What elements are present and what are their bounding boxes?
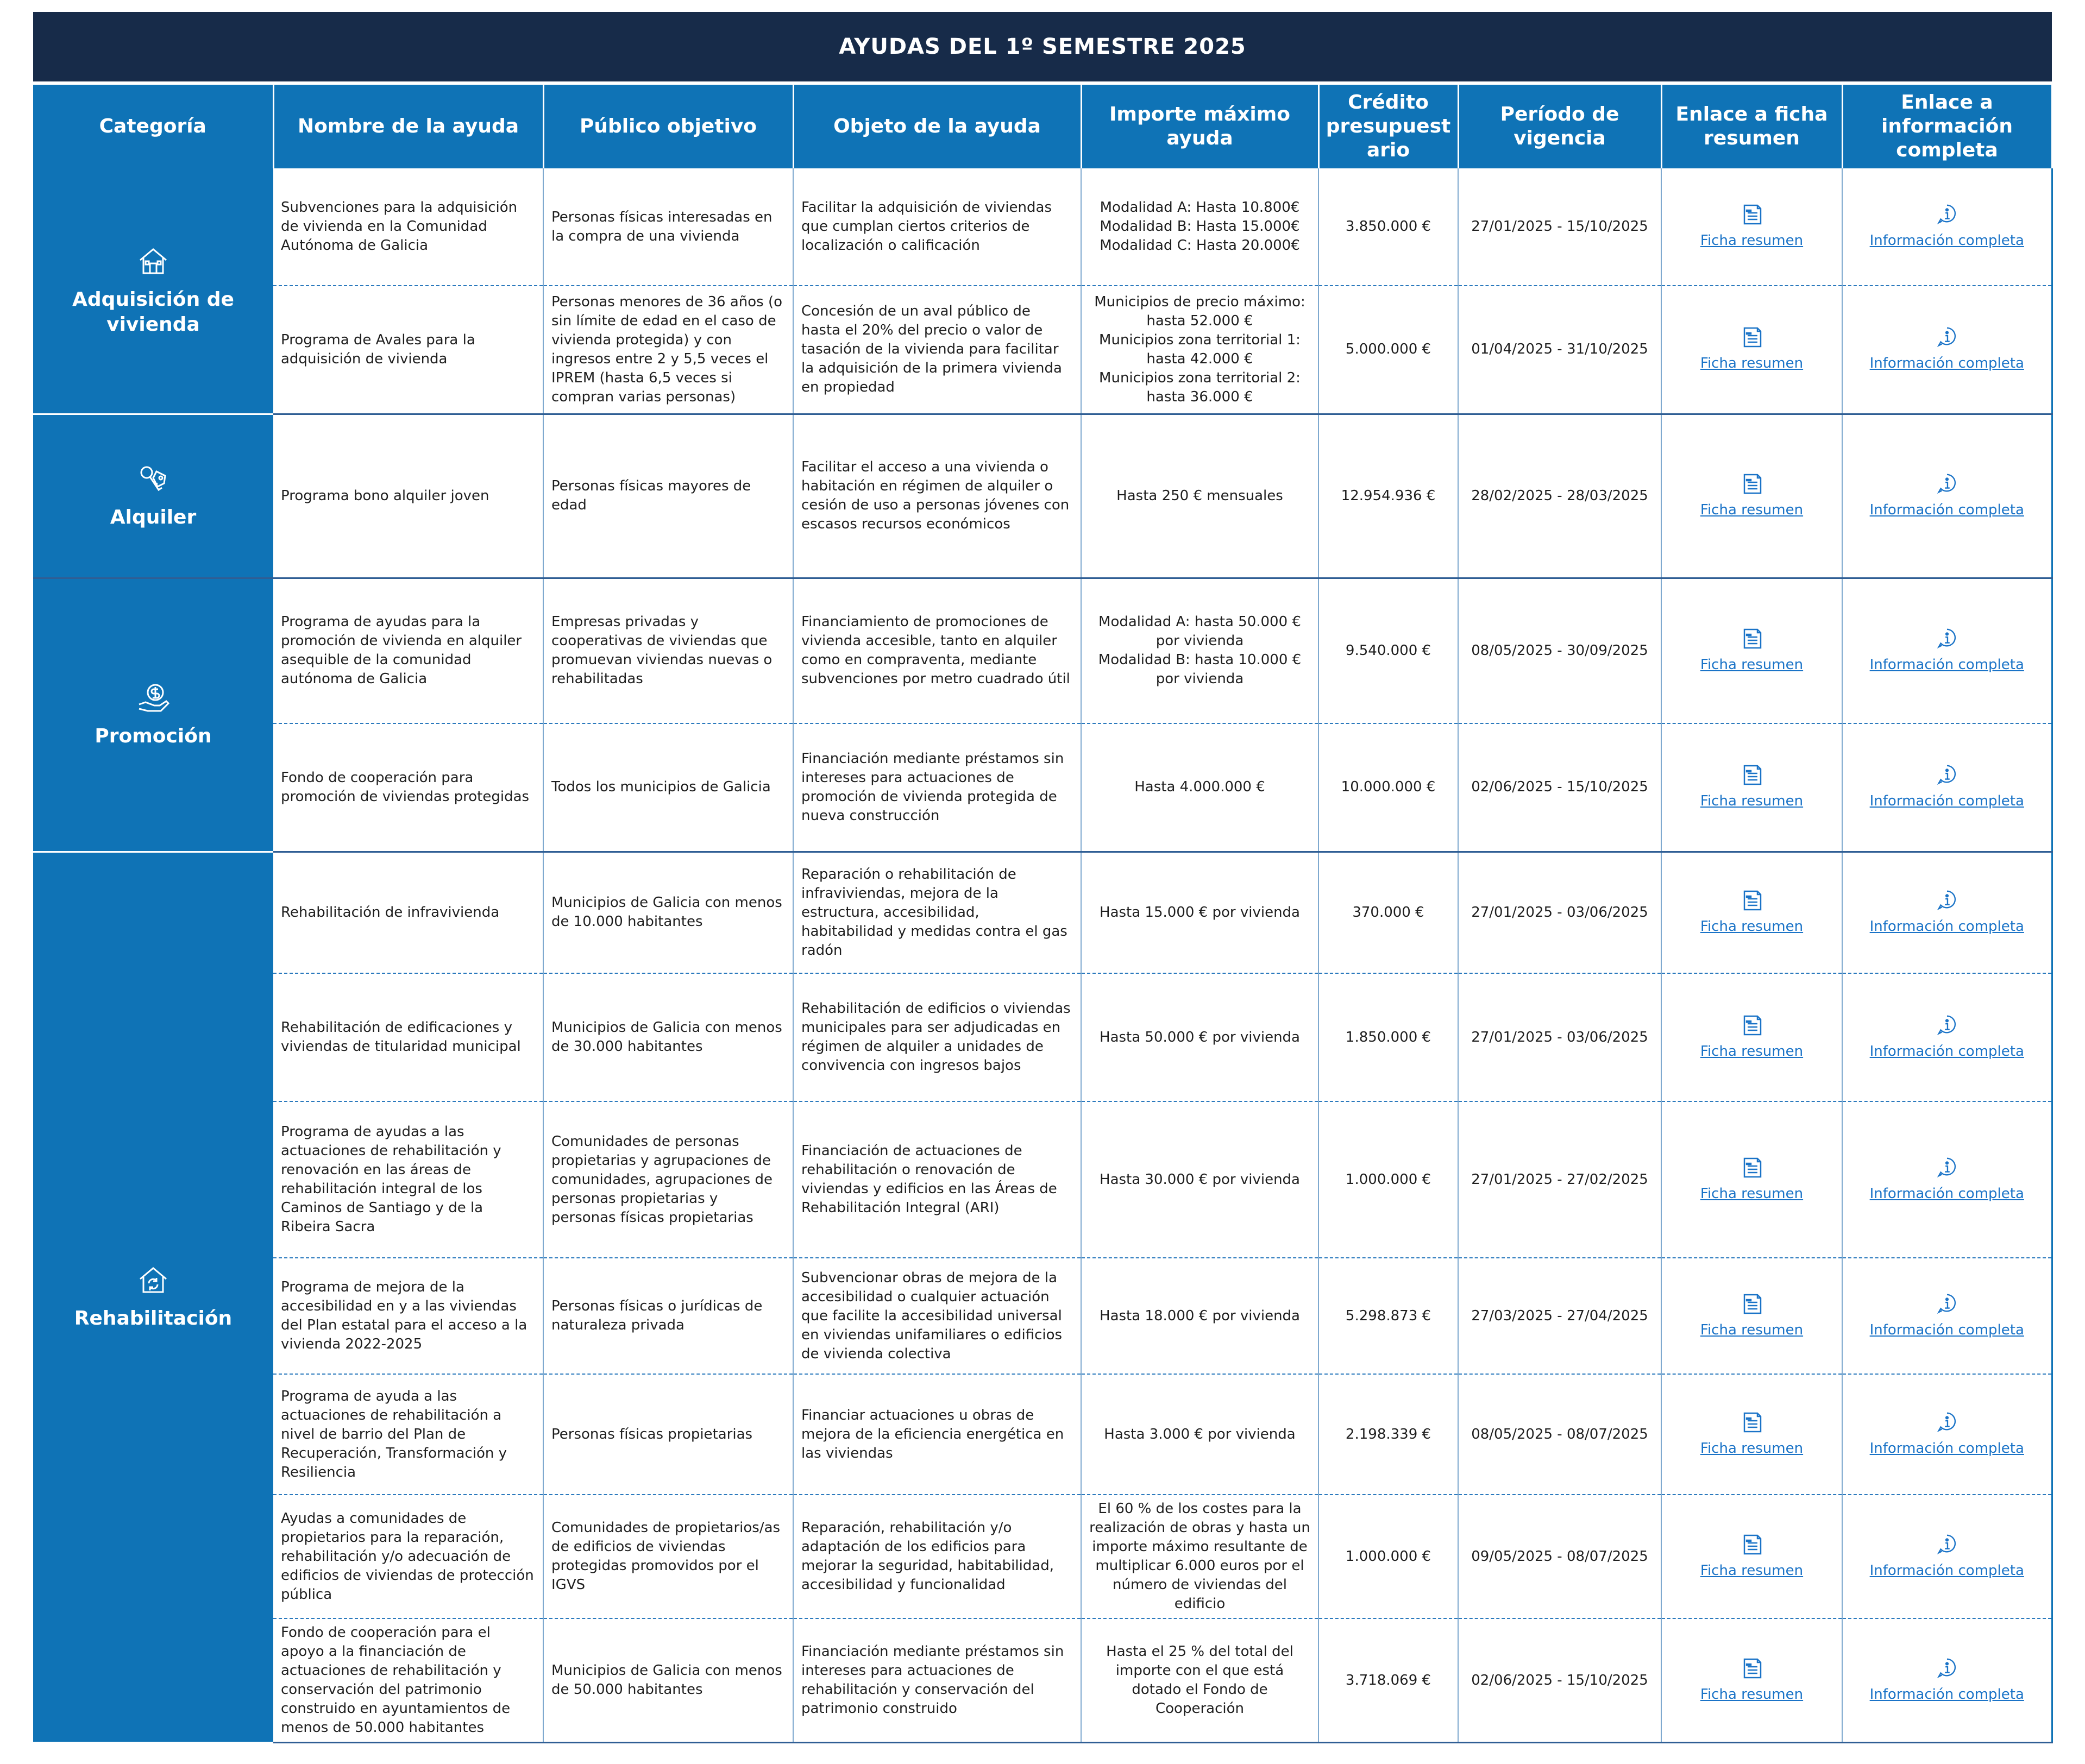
info-link[interactable]: Información completa: [1869, 1686, 2024, 1703]
ficha-link-cell: [1661, 1258, 1842, 1374]
aid-name: Programa bono alquiler joven: [273, 414, 543, 578]
target-audience: Personas físicas mayores de edad: [543, 414, 793, 578]
max-amount: Hasta 250 € mensuales: [1081, 414, 1318, 578]
ficha-link-cell: [1661, 1495, 1842, 1618]
info-link-cell: [1842, 973, 2052, 1101]
budget-credit: 2.198.339 €: [1318, 1374, 1458, 1495]
category-cell: [33, 852, 273, 1743]
ficha-link[interactable]: Ficha resumen: [1700, 232, 1804, 249]
info-link[interactable]: Información completa: [1869, 1043, 2024, 1060]
header-nombre: Nombre de la ayuda: [273, 85, 543, 168]
table-row: [33, 286, 2052, 414]
validity-period: 02/06/2025 - 15/10/2025: [1458, 1618, 1661, 1743]
budget-credit: 9.540.000 €: [1318, 578, 1458, 723]
target-audience: Todos los municipios de Galicia: [543, 723, 793, 852]
header-credito: Crédito presupuest ario: [1318, 85, 1458, 168]
aid-purpose: Subvencionar obras de mejora de la accesibilidad o cualquier actuación que facilite la accesibilidad universal en viviendas unifamiliares o edificios de vivienda colectiva: [793, 1258, 1081, 1374]
document-icon[interactable]: [1741, 472, 1763, 495]
target-audience: Municipios de Galicia con menos de 10.000 habitantes: [543, 852, 793, 973]
category-label: Alquiler: [110, 506, 197, 528]
table-row: [33, 1374, 2052, 1495]
aid-name: Rehabilitación de infravivienda: [273, 852, 543, 973]
budget-credit: 5.298.873 €: [1318, 1258, 1458, 1374]
info-icon[interactable]: [1936, 1533, 1958, 1556]
target-audience: Comunidades de propietarios/as de edificios de viviendas protegidas promovidos por el IGVS: [543, 1495, 793, 1618]
table-row: [33, 168, 2052, 286]
document-icon[interactable]: [1741, 1293, 1763, 1315]
header-ficha: Enlace a ficha resumen: [1661, 85, 1842, 168]
ficha-link[interactable]: Ficha resumen: [1700, 1440, 1804, 1457]
budget-credit: 3.718.069 €: [1318, 1618, 1458, 1743]
category-label: Adquisición de vivienda: [72, 288, 234, 336]
target-audience: Municipios de Galicia con menos de 30.000 habitantes: [543, 973, 793, 1101]
aid-name: Programa de ayudas a las actuaciones de rehabilitación y renovación en las áreas de rehabilitación integral de los Caminos de Santiago y de la Ribeira Sacra: [273, 1101, 543, 1258]
ficha-link[interactable]: Ficha resumen: [1700, 793, 1804, 810]
budget-credit: 5.000.000 €: [1318, 286, 1458, 414]
aid-name: Ayudas a comunidades de propietarios para la reparación, rehabilitación y/o adecuación de edificios de viviendas de protección pública: [273, 1495, 543, 1618]
document-icon[interactable]: [1741, 889, 1763, 912]
table-row: [33, 1495, 2052, 1618]
table-row: [33, 1101, 2052, 1258]
info-link[interactable]: Información completa: [1869, 355, 2024, 372]
budget-credit: 1.000.000 €: [1318, 1101, 1458, 1258]
validity-period: 09/05/2025 - 08/07/2025: [1458, 1495, 1661, 1618]
validity-period: 28/02/2025 - 28/03/2025: [1458, 414, 1661, 578]
info-link[interactable]: Información completa: [1869, 1185, 2024, 1202]
aid-table-container: [33, 12, 2052, 1743]
budget-credit: 3.850.000 €: [1318, 168, 1458, 286]
max-amount: Modalidad A: Hasta 10.800€ Modalidad B: Hasta 15.000€ Modalidad C: Hasta 20.000€: [1081, 168, 1318, 286]
info-link[interactable]: Información completa: [1869, 918, 2024, 935]
ficha-link[interactable]: Ficha resumen: [1700, 1321, 1804, 1338]
info-link-cell: [1842, 723, 2052, 852]
max-amount: Hasta 4.000.000 €: [1081, 723, 1318, 852]
info-link[interactable]: Información completa: [1869, 232, 2024, 249]
ficha-link-cell: [1661, 168, 1842, 286]
category-cell: [33, 578, 273, 852]
ficha-link[interactable]: Ficha resumen: [1700, 355, 1804, 372]
aid-purpose: Concesión de un aval público de hasta el 20% del precio o valor de tasación de la vivienda para facilitar la adquisición de la primera vivienda en propiedad: [793, 286, 1081, 414]
max-amount: Hasta 15.000 € por vivienda: [1081, 852, 1318, 973]
validity-period: 27/01/2025 - 03/06/2025: [1458, 852, 1661, 973]
house-icon: [136, 244, 171, 279]
info-icon[interactable]: [1936, 764, 1958, 786]
info-icon[interactable]: [1936, 1657, 1958, 1680]
header-row: [33, 85, 2052, 168]
info-link-cell: [1842, 1495, 2052, 1618]
ficha-link-cell: [1661, 1374, 1842, 1495]
ficha-link-cell: [1661, 578, 1842, 723]
info-link[interactable]: Información completa: [1869, 793, 2024, 810]
document-icon[interactable]: [1741, 326, 1763, 349]
category-label: Rehabilitación: [74, 1307, 233, 1330]
target-audience: Personas físicas o jurídicas de naturaleza privada: [543, 1258, 793, 1374]
aid-purpose: Financiación de actuaciones de rehabilitación o renovación de viviendas y edificios en las Áreas de Rehabilitación Integral (ARI): [793, 1101, 1081, 1258]
aid-purpose: Financiar actuaciones u obras de mejora de la eficiencia energética en las viviendas: [793, 1374, 1081, 1495]
header-objeto: Objeto de la ayuda: [793, 85, 1081, 168]
info-link[interactable]: Información completa: [1869, 656, 2024, 673]
validity-period: 27/03/2025 - 27/04/2025: [1458, 1258, 1661, 1374]
validity-period: 01/04/2025 - 31/10/2025: [1458, 286, 1661, 414]
target-audience: Personas menores de 36 años (o sin límite de edad en el caso de vivienda protegida) y con ingresos entre 2 y 5,5 veces el IPREM (hasta 6,5 veces si compran varias personas): [543, 286, 793, 414]
info-icon[interactable]: [1936, 889, 1958, 912]
header-categoria: Categoría: [33, 85, 273, 168]
info-link-cell: [1842, 578, 2052, 723]
ficha-link-cell: [1661, 973, 1842, 1101]
aid-name: Programa de mejora de la accesibilidad en y a las viviendas del Plan estatal para el acceso a la vivienda 2022-2025: [273, 1258, 543, 1374]
aid-purpose: Financiación mediante préstamos sin intereses para actuaciones de rehabilitación y conservación del patrimonio construido: [793, 1618, 1081, 1743]
ficha-link-cell: [1661, 414, 1842, 578]
table-row: [33, 723, 2052, 852]
table-row: [33, 414, 2052, 578]
target-audience: Municipios de Galicia con menos de 50.000 habitantes: [543, 1618, 793, 1743]
ficha-link[interactable]: Ficha resumen: [1700, 1043, 1804, 1060]
ficha-link-cell: [1661, 1101, 1842, 1258]
info-link-cell: [1842, 168, 2052, 286]
max-amount: Hasta 30.000 € por vivienda: [1081, 1101, 1318, 1258]
budget-credit: 1.000.000 €: [1318, 1495, 1458, 1618]
ficha-link-cell: [1661, 723, 1842, 852]
ficha-link[interactable]: Ficha resumen: [1700, 1185, 1804, 1202]
table-row: [33, 852, 2052, 973]
money-hand-icon: [136, 681, 171, 715]
aid-name: Programa de ayudas para la promoción de vivienda en alquiler asequible de la comunidad autónoma de Galicia: [273, 578, 543, 723]
document-icon[interactable]: [1741, 1533, 1763, 1556]
target-audience: Comunidades de personas propietarias y agrupaciones de comunidades, agrupaciones de personas propietarias y personas físicas propietarias: [543, 1101, 793, 1258]
table-body: [33, 168, 2052, 1743]
info-link-cell: [1842, 286, 2052, 414]
info-icon[interactable]: [1936, 203, 1958, 226]
info-icon[interactable]: [1936, 326, 1958, 349]
info-link-cell: [1842, 1618, 2052, 1743]
max-amount: Modalidad A: hasta 50.000 € por vivienda Modalidad B: hasta 10.000 € por vivienda: [1081, 578, 1318, 723]
budget-credit: 12.954.936 €: [1318, 414, 1458, 578]
validity-period: 08/05/2025 - 08/07/2025: [1458, 1374, 1661, 1495]
ficha-link[interactable]: Ficha resumen: [1700, 656, 1804, 673]
ficha-link-cell: [1661, 1618, 1842, 1743]
ficha-link-cell: [1661, 852, 1842, 973]
target-audience: Personas físicas interesadas en la compra de una vivienda: [543, 168, 793, 286]
document-icon[interactable]: [1741, 203, 1763, 226]
info-link[interactable]: Información completa: [1869, 1562, 2024, 1579]
ficha-link[interactable]: Ficha resumen: [1700, 1562, 1804, 1579]
aid-name: Subvenciones para la adquisición de vivienda en la Comunidad Autónoma de Galicia: [273, 168, 543, 286]
aid-purpose: Facilitar el acceso a una vivienda o habitación en régimen de alquiler o cesión de uso a personas jóvenes con escasos recursos económicos: [793, 414, 1081, 578]
info-link-cell: [1842, 1258, 2052, 1374]
info-link-cell: [1842, 1101, 2052, 1258]
ficha-link[interactable]: Ficha resumen: [1700, 501, 1804, 518]
category-label: Promoción: [95, 725, 212, 747]
ficha-link-cell: [1661, 286, 1842, 414]
info-icon[interactable]: [1936, 1293, 1958, 1315]
aid-name: Programa de Avales para la adquisición de vivienda: [273, 286, 543, 414]
info-icon[interactable]: [1936, 472, 1958, 495]
info-link-cell: [1842, 1374, 2052, 1495]
aid-name: Fondo de cooperación para el apoyo a la financiación de actuaciones de rehabilitación y conservación del patrimonio construido en ayuntamientos de menos de 50.000 habitantes: [273, 1618, 543, 1743]
header-publico: Público objetivo: [543, 85, 793, 168]
category-cell: [33, 414, 273, 578]
document-icon[interactable]: [1741, 1014, 1763, 1037]
ficha-link[interactable]: Ficha resumen: [1700, 1686, 1804, 1703]
target-audience: Personas físicas propietarias: [543, 1374, 793, 1495]
table-row: [33, 973, 2052, 1101]
validity-period: 27/01/2025 - 27/02/2025: [1458, 1101, 1661, 1258]
header-importe: Importe máximo ayuda: [1081, 85, 1318, 168]
info-icon[interactable]: [1936, 627, 1958, 650]
validity-period: 02/06/2025 - 15/10/2025: [1458, 723, 1661, 852]
aid-purpose: Reparación, rehabilitación y/o adaptación de los edificios para mejorar la seguridad, habitabilidad, accesibilidad y funcionalidad: [793, 1495, 1081, 1618]
validity-period: 27/01/2025 - 15/10/2025: [1458, 168, 1661, 286]
info-link[interactable]: Información completa: [1869, 501, 2024, 518]
max-amount: Hasta 18.000 € por vivienda: [1081, 1258, 1318, 1374]
target-audience: Empresas privadas y cooperativas de viviendas que promuevan viviendas nuevas o rehabilitadas: [543, 578, 793, 723]
max-amount: Hasta 50.000 € por vivienda: [1081, 973, 1318, 1101]
budget-credit: 10.000.000 €: [1318, 723, 1458, 852]
aid-purpose: Reparación o rehabilitación de infraviviendas, mejora de la estructura, accesibilidad, habitabilidad y medidas contra el gas radón: [793, 852, 1081, 973]
document-icon[interactable]: [1741, 1657, 1763, 1680]
max-amount: Hasta el 25 % del total del importe con el que está dotado el Fondo de Cooperación: [1081, 1618, 1318, 1743]
aid-purpose: Rehabilitación de edificios o viviendas municipales para ser adjudicadas en régimen de alquiler a unidades de convivencia con ingresos bajos: [793, 973, 1081, 1101]
info-link[interactable]: Información completa: [1869, 1440, 2024, 1457]
max-amount: El 60 % de los costes para la realización de obras y hasta un importe máximo resultante de multiplicar 6.000 euros por el número de viviendas del edificio: [1081, 1495, 1318, 1618]
aid-purpose: Financiamiento de promociones de vivienda accesible, tanto en alquiler como en compraventa, mediante subvenciones por metro cuadrado útil: [793, 578, 1081, 723]
info-icon[interactable]: [1936, 1156, 1958, 1179]
max-amount: Hasta 3.000 € por vivienda: [1081, 1374, 1318, 1495]
validity-period: 08/05/2025 - 30/09/2025: [1458, 578, 1661, 723]
budget-credit: 370.000 €: [1318, 852, 1458, 973]
info-icon[interactable]: [1936, 1411, 1958, 1434]
table-row: [33, 1618, 2052, 1743]
category-cell: [33, 168, 273, 414]
aid-purpose: Facilitar la adquisición de viviendas que cumplan ciertos criterios de localización o calificación: [793, 168, 1081, 286]
max-amount: Municipios de precio máximo: hasta 52.000 € Municipios zona territorial 1: hasta 42.000 € Municipios zona territorial 2: hasta 36.000 €: [1081, 286, 1318, 414]
document-icon[interactable]: [1741, 1156, 1763, 1179]
document-icon[interactable]: [1741, 1411, 1763, 1434]
aid-purpose: Financiación mediante préstamos sin intereses para actuaciones de promoción de vivienda protegida de nueva construcción: [793, 723, 1081, 852]
info-icon[interactable]: [1936, 1014, 1958, 1037]
budget-credit: 1.850.000 €: [1318, 973, 1458, 1101]
document-icon[interactable]: [1741, 764, 1763, 786]
aid-table: [33, 85, 2053, 1743]
keys-icon: [136, 462, 171, 496]
document-icon[interactable]: [1741, 627, 1763, 650]
ficha-link[interactable]: Ficha resumen: [1700, 918, 1804, 935]
info-link[interactable]: Información completa: [1869, 1321, 2024, 1338]
info-link-cell: [1842, 852, 2052, 973]
table-row: [33, 1258, 2052, 1374]
house-refresh-icon: [136, 1263, 171, 1297]
header-periodo: Período de vigencia: [1458, 85, 1661, 168]
header-info: Enlace a información completa: [1842, 85, 2052, 168]
aid-name: Fondo de cooperación para promoción de viviendas protegidas: [273, 723, 543, 852]
aid-name: Programa de ayuda a las actuaciones de rehabilitación a nivel de barrio del Plan de Recuperación, Transformación y Resiliencia: [273, 1374, 543, 1495]
table-row: [33, 578, 2052, 723]
table-title: AYUDAS DEL 1º SEMESTRE 2025: [33, 12, 2052, 85]
validity-period: 27/01/2025 - 03/06/2025: [1458, 973, 1661, 1101]
aid-name: Rehabilitación de edificaciones y viviendas de titularidad municipal: [273, 973, 543, 1101]
info-link-cell: [1842, 414, 2052, 578]
